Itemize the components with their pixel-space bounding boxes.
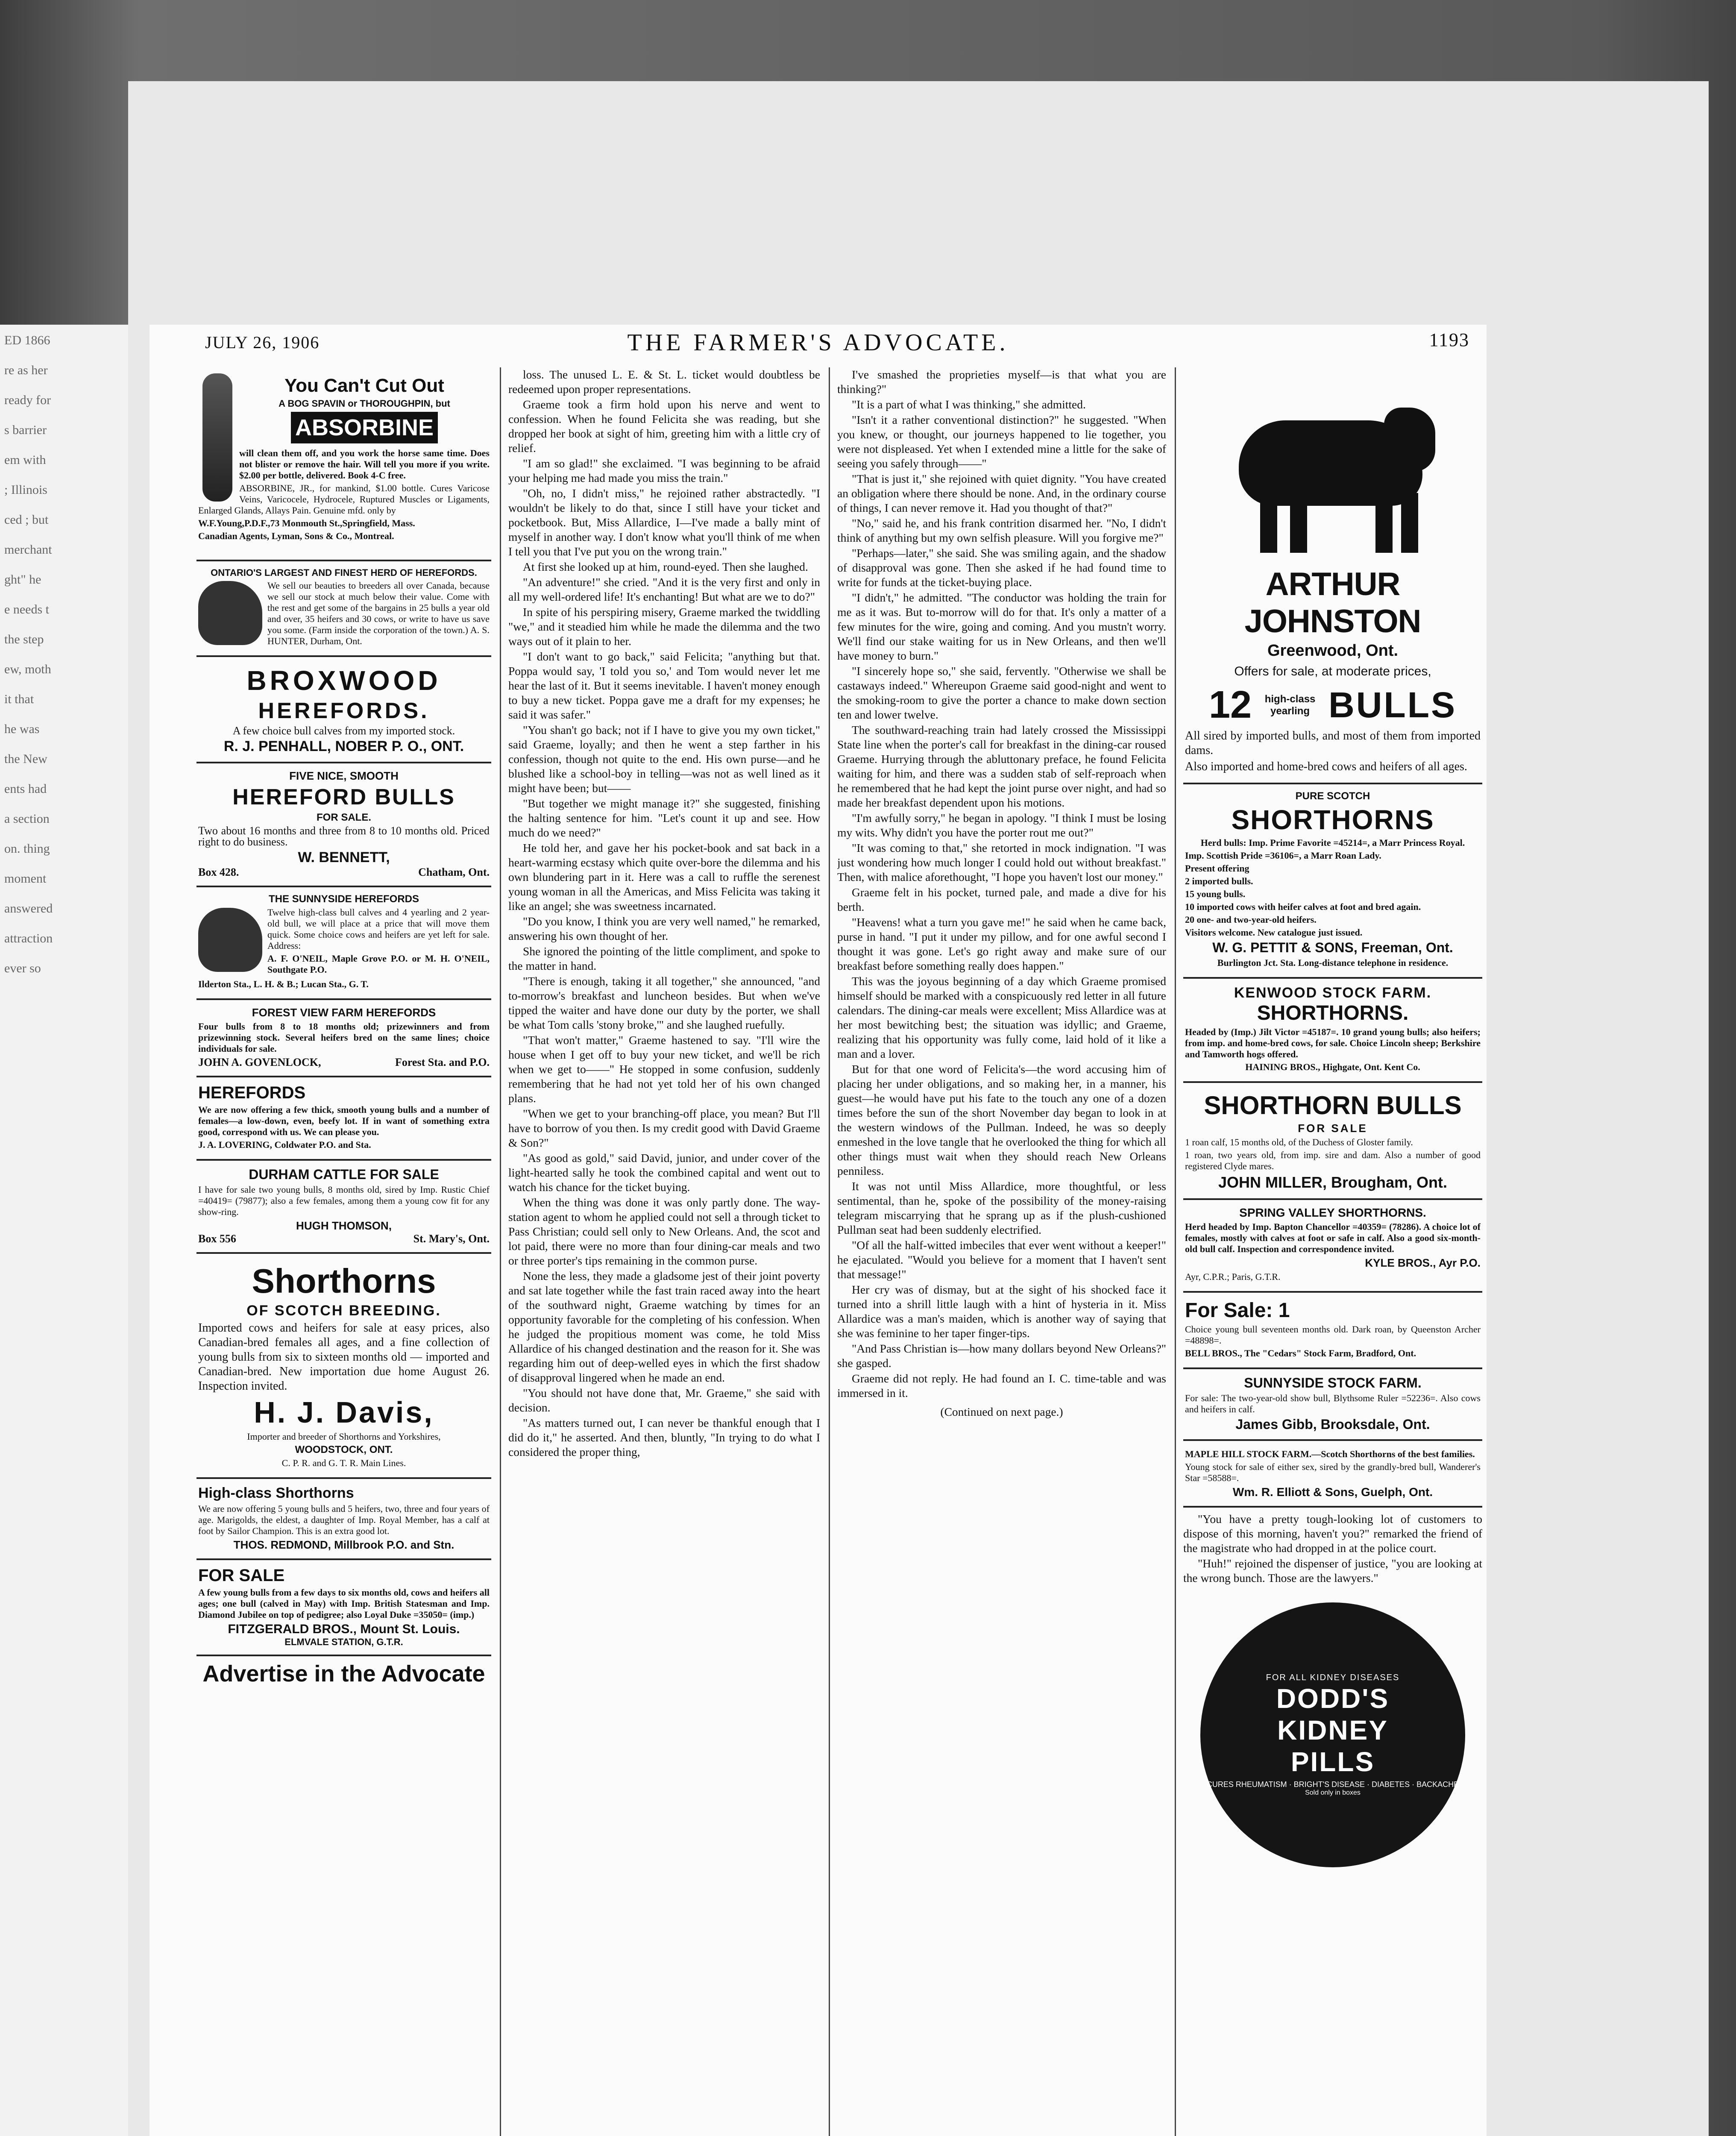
story-paragraph: "No," said he, and his frank contrition disarmed her. "No, I didn't think of anything but my own selfish pleasure. Will you forgive me?" xyxy=(837,516,1166,544)
ad-broxwood xyxy=(196,657,491,763)
bull-count-sub: high-class yearling xyxy=(1264,693,1316,717)
margin-text-fragment: moment xyxy=(4,871,47,886)
ad-body-2: ABSORBINE, JR., for mankind, $1.00 bottle. Cures Varicose Veins, Varicocele, Hydrocele, Ruptured Muscles or Ligaments, Enlarged Glands, Allays Pain. Genuine mfd. only by xyxy=(198,483,490,516)
ad-subhead: A BOG SPAVIN or THOROUGHPIN, but xyxy=(279,398,450,409)
badge-ring: FOR ALL KIDNEY DISEASES xyxy=(1266,1673,1400,1682)
bulls-word: BULLS xyxy=(1328,685,1457,725)
ad-name: JOHN A. GOVENLOCK, xyxy=(198,1056,321,1068)
product-name: ABSORBINE xyxy=(291,412,438,443)
dodds-kidney-pills-logo xyxy=(1200,1602,1465,1867)
ad-body: I have for sale two young bulls, 8 months old, sired by Imp. Rustic Chief =40419= (79877); also a few females, among them a young cow fit for any show-ring. xyxy=(198,1184,490,1217)
story-paragraph: "Perhaps—later," she said. She was smiling again, and the shadow of disapproval was gone. Then she asked if he had found time to write for funds at the ticket-buying place. xyxy=(837,546,1166,589)
ad-title: KENWOOD STOCK FARM. xyxy=(1234,985,1432,1001)
ad-body-2: Also imported and home-bred cows and heifers of all ages. xyxy=(1185,760,1467,773)
story-paragraph: "I am so glad!" she exclaimed. "I was beginning to be afraid your helping me had made you miss the train." xyxy=(508,457,820,484)
ad-sub: FOR SALE xyxy=(1298,1122,1368,1135)
newspaper-page xyxy=(150,325,1487,2136)
ad-herd: Herd bulls: Imp. Prime Favorite =45214=, a Marr Princess Royal. xyxy=(1200,837,1465,848)
ad-rail: Ilderton Sta., L. H. & B.; Lucan Sta., G. T. xyxy=(198,979,369,989)
story-paragraph: "That won't matter," Graeme hastened to say. "I'll wire the house when I get off to buy your new ticket, and we'll be rich when we get to——" He stopped in some confusion, suddenly remembering that he had not yet told her of his own changed plans. xyxy=(508,1033,820,1105)
ad-kenwood xyxy=(1183,979,1482,1083)
story-paragraph: He told her, and gave her his pocket-book and sat back in a heart-warming ecstasy which quite over-bore the dilemma and his own blundering part in it. Here was a call to ruffle the serenest young woman in all the Americas, and Miss Felicita was taking it like an angel; she was sweetness incarnated. xyxy=(508,841,820,912)
ad-title-2: HEREFORDS. xyxy=(258,698,430,723)
ad-name: Wm. R. Elliott & Sons, Guelph, Ont. xyxy=(1232,1485,1433,1499)
story-paragraph: "Do you know, I think you are very well named," he remarked, answering his own thought of her. xyxy=(508,915,820,942)
ad-redmond xyxy=(196,1479,491,1560)
hereford-illustration xyxy=(198,908,262,972)
margin-text-fragment: ced ; but xyxy=(4,513,49,527)
margin-text-fragment: it that xyxy=(4,692,34,706)
ad-title: Shorthorns xyxy=(252,1262,436,1300)
offering-item: Visitors welcome. New catalogue just issued. xyxy=(1185,927,1363,938)
story-paragraph: In spite of his perspiring misery, Graeme marked the twiddling "we," and it steadied him while he made the dilemma and the two ways out of it plain to her. xyxy=(508,605,820,648)
ad-pre: FIVE NICE, SMOOTH xyxy=(289,769,399,782)
ad-absorbine xyxy=(196,367,491,561)
ad-box: Box 428. xyxy=(198,866,239,878)
advertise-footer: Advertise in the Advocate xyxy=(202,1661,485,1687)
badge-line-1: DODD'S xyxy=(1276,1683,1390,1714)
page-number: 1193 xyxy=(1429,329,1469,350)
ad-title: For Sale: 1 xyxy=(1185,1299,1290,1322)
ad-body: We sell our beauties to breeders all over Canada, because we sell our stock at much below their value. Come with the rest and get some of the bargains in 25 bulls a year old and over, 35 heifers and 30 cows, or write to have us save you some. (Farm inside the corporation of the town.) A. S. HUNTER, Durham, Ont. xyxy=(267,580,490,646)
ad-body: For sale: The two-year-old show bull, Blythsome Ruler =52236=. Also cows and heifers in calf. xyxy=(1185,1393,1481,1414)
ad-title: SPRING VALLEY SHORTHORNS. xyxy=(1239,1206,1426,1219)
story-paragraph: "When we get to your branching-off place, you mean? But I'll have to borrow of you then. Is my credit good with David Graeme & Son?" xyxy=(508,1107,820,1149)
margin-text-fragment: re as her xyxy=(4,363,48,377)
margin-text-fragment: ED 1866 xyxy=(4,333,50,347)
joke-line: "You have a pretty tough-looking lot of customers to dispose of this morning, haven't you?" remarked the friend of the magistrate who had dropped in at the police court. xyxy=(1183,1512,1482,1555)
ad-body: A few young bulls from a few days to six months old, cows and heifers all ages; one bull (calved in May) with Imp. British Statesman and Imp. Diamond Jubilee on top of pedigree; also Loyal Duke =35050= (imp.) xyxy=(198,1587,490,1620)
ad-sub: SHORTHORNS. xyxy=(1257,1002,1409,1024)
ad-title: DURHAM CATTLE FOR SALE xyxy=(249,1167,439,1182)
ad-owner: R. J. PENHALL, NOBER P. O., ONT. xyxy=(223,738,464,754)
ad-bennett xyxy=(196,763,491,887)
ad-title: HEREFORD BULLS xyxy=(232,785,455,810)
ad-herd-2: Imp. Scottish Pride =36106=, a Marr Roan Lady. xyxy=(1185,850,1381,861)
story-column-2 xyxy=(508,367,820,2136)
ad-davis xyxy=(196,1254,491,1479)
ad-agents: Canadian Agents, Lyman, Sons & Co., Montreal. xyxy=(198,531,394,541)
story-paragraph: "Heavens! what a turn you gave me!" he said when he came back, purse in hand. "I put it under my pillow, and for one awful second I thought it was gone. Let's go right away and make sure of our breakfast before something really does happen." xyxy=(837,915,1166,972)
joke-item xyxy=(1183,1512,1482,1585)
ad-forest-view xyxy=(196,1000,491,1077)
story-paragraph: Graeme took a firm hold upon his nerve and went to confession. When he found Felicita she was reading, but she dropped her book at sight of him, greeting him with a little cry of relief. xyxy=(508,398,820,455)
ad-body: Imported cows and heifers for sale at easy prices, also Canadian-bred females all ages, and a fine collection of young bulls from six to sixteen months old — imported and Canadian-bred. New importation due home August 26. Inspection invited. xyxy=(198,1321,490,1393)
ad-name: HUGH THOMSON, xyxy=(296,1219,392,1232)
badge-ring-2: CURES RHEUMATISM · BRIGHT'S DISEASE · DIABETES · BACKACHE xyxy=(1206,1780,1459,1789)
hereford-illustration xyxy=(198,581,262,645)
previous-page-margin xyxy=(0,325,128,2136)
ad-contact: A. F. O'NEIL, Maple Grove P.O. or M. H. O'NEIL, Southgate P.O. xyxy=(267,953,490,975)
story-paragraph: Her cry was of dismay, but at the sight of his shocked face it turned into a shrill little laugh with a hint of hysteria in it. Miss Allardice was a man's maiden, which is another way of saying that she was feminine to her taper finger-tips. xyxy=(837,1283,1166,1340)
ad-title: THE SUNNYSIDE HEREFORDS xyxy=(268,893,419,905)
ad-pre: PURE SCOTCH xyxy=(1295,790,1370,802)
ad-body: We are now offering 5 young bulls and 5 heifers, two, three and four years of age. Marigolds, the eldest, a daughter of Imp. Royal Member, has a calf at foot by Sailor Champion. This is an extra good lot. xyxy=(198,1503,490,1536)
margin-text-fragment: ew, moth xyxy=(4,662,51,676)
ad-title: SUNNYSIDE STOCK FARM. xyxy=(1244,1375,1422,1391)
badge-line-2: KIDNEY xyxy=(1277,1715,1388,1746)
story-paragraph: Graeme felt in his pocket, turned pale, and made a dive for his berth. xyxy=(837,886,1166,913)
ad-body: Herd headed by Imp. Bapton Chancellor =40359= (78286). A choice lot of females, mostly with calves at foot or safe in calf. Also a good six-month-old bull calf. Inspection and correspondence invited. xyxy=(1185,1221,1481,1254)
ad-name: HAINING BROS., Highgate, Ont. Kent Co. xyxy=(1245,1062,1420,1072)
ad-body-2: 1 roan, two years old, from imp. sire and dam. Also a number of good registered Clyde mares. xyxy=(1185,1150,1481,1171)
ad-maker: W.F.Young,P.D.F.,73 Monmouth St.,Springfield, Mass. xyxy=(198,518,415,528)
story-paragraph: "I don't want to go back," said Felicita; "anything but that. Poppa would say, 'I told you so,' and Tom would never let me hear the last of it. But it seems inevitable. I haven't money enough to buy a new ticket. Poppa gave me a draft for my expenses; he said it was safer." xyxy=(508,650,820,721)
story-paragraph: When the thing was done it was only partly done. The way-station agent to whom he applied could not sell a through ticket to Pass Christian; could sell only to New Orleans. And, the scot and lot paid, there were no more than four dining-car meals and two or three porter's tips remaining in the common purse. xyxy=(508,1196,820,1267)
ad-body: Twelve high-class bull calves and 4 yearling and 2 year-old bull, we will place at a price that will move them quick. Some choice cows and heifers are yet left for sale. Address: xyxy=(267,907,490,951)
story-paragraph: "That is just it," she rejoined with quiet dignity. "You have created an obligation where there should be none. And, in the ordinary course of things, I can never remove it. Had you thought of that?" xyxy=(837,472,1166,514)
ad-name: W. BENNETT, xyxy=(298,849,390,866)
ad-elliott xyxy=(1183,1441,1482,1508)
story-paragraph: "You shan't go back; not if I have to give you my own ticket," said Graeme, loyally; and then he went a step farther in his confession, though not quite to the end. His own purse—and he blushed like a school-boy in telling—was not as well lined as it might have been; but—— xyxy=(508,723,820,795)
ad-title: HEREFORDS xyxy=(198,1083,306,1102)
story-paragraph: "There is enough, taking it all together," she announced, "and to-morrow's breakfast and luncheon besides. But when we've tipped the waiter and have done our duty by the porter, we shall be what Tom calls 'stony broke,'" and she laughed ruefully. xyxy=(508,974,820,1031)
ad-offer: Offers for sale, at moderate prices, xyxy=(1234,664,1431,678)
margin-text-fragment: merchant xyxy=(4,543,52,557)
story-paragraph: She ignored the pointing of the little compliment, and spoke to the matter in hand. xyxy=(508,945,820,972)
ad-name: H. J. Davis, xyxy=(254,1396,434,1429)
ad-name: James Gibb, Brooksdale, Ont. xyxy=(1235,1417,1430,1432)
margin-text-fragment: he was xyxy=(4,722,40,736)
offering-item: Present offering xyxy=(1185,863,1249,874)
margin-text-fragment: em with xyxy=(4,453,46,467)
ad-body: Young stock for sale of either sex, sired by the grandly-bred bull, Wanderer's Star =58588=. xyxy=(1185,1461,1481,1483)
column-rule xyxy=(500,367,501,2136)
ad-sub: OF SCOTCH BREEDING. xyxy=(246,1303,441,1319)
ad-title: FOREST VIEW FARM HEREFORDS xyxy=(252,1006,436,1019)
ad-name: FITZGERALD BROS., Mount St. Louis. xyxy=(228,1622,460,1636)
margin-text-fragment: ; Illinois xyxy=(4,483,47,497)
ad-title: FOR SALE xyxy=(198,1566,285,1585)
ad-body: will clean them off, and you work the horse same time. Does not blister or remove the hair. Will tell you more if you write. $2.00 per bottle, delivered. Book 4-C free. xyxy=(239,448,490,481)
offering-item: 20 one- and two-year-old heifers. xyxy=(1185,914,1317,925)
margin-text-fragment: on. thing xyxy=(4,842,50,856)
story-paragraph: None the less, they made a gladsome jest of their joint poverty and sat late together while the fast train raced away into the heart of the southward night, Graeme watching by times for an opportunity favorable for the completing of his confession. When he judged the propitious moment was come, he told Miss Allardice of his changed destination and the reason for it. She was regarding him out of deep-welled eyes in which the first shadow of disapproval lingered when he made an end. xyxy=(508,1269,820,1384)
story-paragraph: The southward-reaching train had lately crossed the Mississippi State line when the porter's call for breakfast in the dining-car roused Graeme. Hurrying through the abluttonary preface, he found Felicita waiting for him, and there was a sudden stab of self-reproach when he remembered that he had kept the joint purse over night, and had so made her breakfast dependent upon his motions. xyxy=(837,723,1166,809)
ad-name: JOHN MILLER, Brougham, Ont. xyxy=(1218,1174,1447,1191)
story-paragraph: "And Pass Christian is—how many dollars beyond New Orleans?" she gasped. xyxy=(837,1342,1166,1370)
margin-text-fragment: s barrier xyxy=(4,423,47,437)
ad-title: BROXWOOD xyxy=(246,665,441,696)
joke-line: "Huh!" rejoined the dispenser of justice, "you are looking at the wrong bunch. Those are the lawyers." xyxy=(1183,1557,1482,1584)
margin-text-fragment: the step xyxy=(4,632,44,646)
story-paragraph: "It is a part of what I was thinking," she admitted. xyxy=(852,398,1086,411)
ad-body: Four bulls from 8 to 18 months old; prizewinners and from prizewinning stock. Several heifers bred on the same lines; choice individuals for sale. xyxy=(198,1021,490,1054)
ad-body: 1 roan calf, 15 months old, of the Duchess of Gloster family. xyxy=(1185,1137,1413,1147)
ad-name: ARTHUR JOHNSTON xyxy=(1244,566,1421,640)
ad-johnston xyxy=(1183,367,1482,784)
ad-rail: Burlington Jct. Sta. Long-distance telephone in residence. xyxy=(1217,957,1449,968)
ad-gibb xyxy=(1183,1369,1482,1441)
story-paragraph: "But together we might manage it?" she suggested, finishing the halting sentence for him. "Let's count it up and see. How much do we need?" xyxy=(508,797,820,839)
ad-kyle xyxy=(1183,1200,1482,1293)
margin-text-fragment: ents had xyxy=(4,782,47,796)
ad-body: Choice young bull seventeen months old. Dark roan, by Queenston Archer =48898=. xyxy=(1185,1324,1481,1346)
offering-item: 15 young bulls. xyxy=(1185,889,1246,899)
story-paragraph: "An adventure!" she cried. "And it is the very first and only in all my well-ordered life! It's enchanting! But what are we to do?" xyxy=(508,575,820,603)
story-paragraph: "As good as gold," said David, junior, and under cover of the light-hearted sally he took the combined capital and went out to watch his chance for the ticket buying. xyxy=(508,1151,820,1194)
story-paragraph: "I'm awfully sorry," he began in apology. "I think I must be losing my wits. Why didn't you have the porter rout me out?" xyxy=(837,811,1166,839)
ad-name: J. A. LOVERING, Coldwater P.O. and Sta. xyxy=(198,1139,371,1150)
ad-rail: C. P. R. and G. T. R. Main Lines. xyxy=(282,1458,406,1468)
ad-sub: FOR SALE. xyxy=(316,812,371,823)
ad-fitzgerald xyxy=(196,1560,491,1656)
story-paragraph: "As matters turned out, I can never be thankful enough that I did do it," he asserted. And then, bluntly, "In trying to do what I considered the proper thing, xyxy=(508,1416,820,1458)
story-paragraph: But for that one word of Felicita's—the word accusing him of placing her under obligations, and so making her, in a manner, his guest—he would have put his fate to the touch any one of a dozen times before the sun of the short November day began to look in at the western windows of the Pullman. Indeed, he was so deeply enmeshed in the love tangle that he overlooked the thing for which all other things must wait when they should reach New Orleans penniless. xyxy=(837,1062,1166,1177)
margin-text-fragment: e needs t xyxy=(4,602,49,616)
margin-text-fragment: a section xyxy=(4,812,50,826)
ad-title: High-class Shorthorns xyxy=(198,1485,354,1501)
continued-note: (Continued on next page.) xyxy=(940,1405,1063,1418)
column-rule xyxy=(1175,367,1176,2136)
offering-item: 10 imported cows with heifer calves at foot and bred again. xyxy=(1185,901,1421,912)
ad-body: Headed by (Imp.) Jilt Victor =45187=. 10 grand young bulls; also heifers; from imp. and home-bred cows, for sale. Choice Lincoln sheep; Berkshire and Tamworth hogs offered. xyxy=(1185,1027,1481,1059)
margin-text-fragment: answered xyxy=(4,901,53,915)
horse-leg-illustration xyxy=(202,373,232,502)
margin-text-fragment: ready for xyxy=(4,393,51,407)
ad-sunnyside-herefords xyxy=(196,887,491,1000)
ad-name: BELL BROS., The "Cedars" Stock Farm, Bradford, Ont. xyxy=(1185,1348,1416,1358)
ads-column-left xyxy=(196,367,491,2136)
ad-place: Forest Sta. and P.O. xyxy=(395,1056,490,1068)
story-paragraph: I've smashed the proprieties myself—is that what you are thinking?" xyxy=(837,368,1166,396)
ad-pettit xyxy=(1183,784,1482,979)
page-header xyxy=(150,325,1487,359)
ad-body: Two about 16 months and three from 8 to 10 months old. Priced right to do business. xyxy=(198,824,490,848)
ad-role: Importer and breeder of Shorthorns and Yorkshires, xyxy=(247,1431,441,1442)
ad-miller xyxy=(1183,1083,1482,1200)
badge-ring-3: Sold only in boxes xyxy=(1305,1789,1361,1796)
ad-box: Box 556 xyxy=(198,1232,236,1245)
margin-text-fragment: the New xyxy=(4,752,47,766)
masthead-title: THE FARMER'S ADVOCATE. xyxy=(627,329,1009,356)
ad-title: SHORTHORNS xyxy=(1231,804,1434,835)
bull-count: 12 xyxy=(1208,684,1252,726)
ad-place: St. Mary's, Ont. xyxy=(413,1232,490,1245)
story-column-3 xyxy=(837,367,1166,2136)
story-paragraph: loss. The unused L. E. & St. L. ticket would doubtless be redeemed upon proper representations. xyxy=(508,368,820,396)
story-paragraph: "I sincerely hope so," she said, fervently. "Otherwise we shall be castaways indeed." Whereupon Graeme said good-night and went to the smoking-room to give the porter a chance to make down section ten and lower twelve. xyxy=(837,664,1166,721)
ad-rail: Ayr, C.P.R.; Paris, G.T.R. xyxy=(1185,1271,1281,1282)
ad-body: All sired by imported bulls, and most of them from imported dams. xyxy=(1185,729,1481,757)
story-paragraph: "Of all the half-witted imbeciles that ever went without a keeper!" he ejaculated. "Would you believe for a moment that I haven't sent that message!" xyxy=(837,1238,1166,1281)
margin-text-fragment: ght" he xyxy=(4,572,41,587)
ad-name: KYLE BROS., Ayr P.O. xyxy=(1365,1256,1481,1269)
story-paragraph: This was the joyous beginning of a day which Graeme promised himself should be marked with a conspicuously red letter in all future calendars. The dining-car meals were excellent; Miss Allardice was at her most bewitching best; the situation was idyllic; and Graeme, realizing that his opportunity was fully come, laid hold of it like a man and a lover. xyxy=(837,974,1166,1060)
ad-title: MAPLE HILL STOCK FARM.—Scotch Shorthorns of the best families. xyxy=(1185,1449,1475,1459)
offering-item: 2 imported bulls. xyxy=(1185,876,1253,886)
story-paragraph: Graeme did not reply. He had found an I. C. time-table and was immersed in it. xyxy=(837,1372,1166,1400)
ad-place: WOODSTOCK, ONT. xyxy=(295,1444,393,1455)
story-paragraph: At first she looked up at him, round-eyed. Then she laughed. xyxy=(523,560,808,573)
badge-line-3: PILLS xyxy=(1290,1746,1375,1777)
ads-column-right xyxy=(1183,367,1482,2136)
ad-durham xyxy=(196,1161,491,1254)
ad-name: W. G. PETTIT & SONS, Freeman, Ont. xyxy=(1212,940,1453,955)
ad-place: Greenwood, Ont. xyxy=(1267,642,1399,660)
ad-title: SHORTHORN BULLS xyxy=(1204,1091,1462,1120)
column-rule xyxy=(829,367,830,2136)
ad-body: We are now offering a few thick, smooth young bulls and a number of females—a low-down, even, beefy lot. If in want of something extra good, correspond with us. We can please you. xyxy=(198,1104,490,1137)
margin-text-fragment: attraction xyxy=(4,931,53,945)
story-paragraph: "Isn't it a rather conventional distinction?" he suggested. "When you knew, or thought, our journeys happened to lie together, you were not displeased. Yet when I extended mine a little for the sake of seeing you safely through——" xyxy=(837,413,1166,470)
story-paragraph: "It was coming to that," she retorted in mock indignation. "I was just wondering how much longer I could hold out without breakfast." Then, with malice aforethought, "I hope you haven't lost our money." xyxy=(837,841,1166,883)
story-paragraph: It was not until Miss Allardice, more thoughtful, or less sentimental, than he, spoke of the possibility of the money-raising telegram miscarrying that he sprang up as if the plush-cushioned Pullman seat had been suddenly electrified. xyxy=(837,1179,1166,1236)
ad-place: Chatham, Ont. xyxy=(418,866,490,878)
ad-name: THOS. REDMOND, Millbrook P.O. and Stn. xyxy=(233,1538,455,1551)
ad-headline: You Can't Cut Out xyxy=(284,375,444,396)
ad-hunter-herefords xyxy=(196,561,491,657)
story-paragraph: "Oh, no, I didn't miss," he rejoined rather abstractedly. "I wouldn't be likely to do that, since I still have your ticket and pocketbook. But, Miss Allardice, I—I've made a bally mint of myself in another way. I don't know what you'll think of me when I tell you that I've put you on the wrong train." xyxy=(508,487,820,558)
ad-bell xyxy=(1183,1293,1482,1369)
issue-date: JULY 26, 1906 xyxy=(205,333,320,352)
story-paragraph: "I didn't," he admitted. "The conductor was holding the train for me as it was. But to-morrow will do for that. It's only a matter of a few minutes for the wire, going and coming. And you mustn't worry. We'll find our stake waiting for us in New Orleans, and then we'll have money to burn." xyxy=(837,591,1166,662)
story-paragraph: "You should not have done that, Mr. Graeme," she said with decision. xyxy=(508,1386,820,1414)
ad-lovering xyxy=(196,1077,491,1161)
margin-text-fragment: ever so xyxy=(4,961,41,975)
bull-illustration xyxy=(1222,382,1444,561)
offering-list xyxy=(1185,863,1481,938)
ad-place: ELMVALE STATION, G.T.R. xyxy=(284,1637,403,1647)
ad-body: A few choice bull calves from my imported stock. xyxy=(232,725,455,737)
ad-title: ONTARIO'S LARGEST AND FINEST HERD OF HEREFORDS. xyxy=(211,567,477,578)
